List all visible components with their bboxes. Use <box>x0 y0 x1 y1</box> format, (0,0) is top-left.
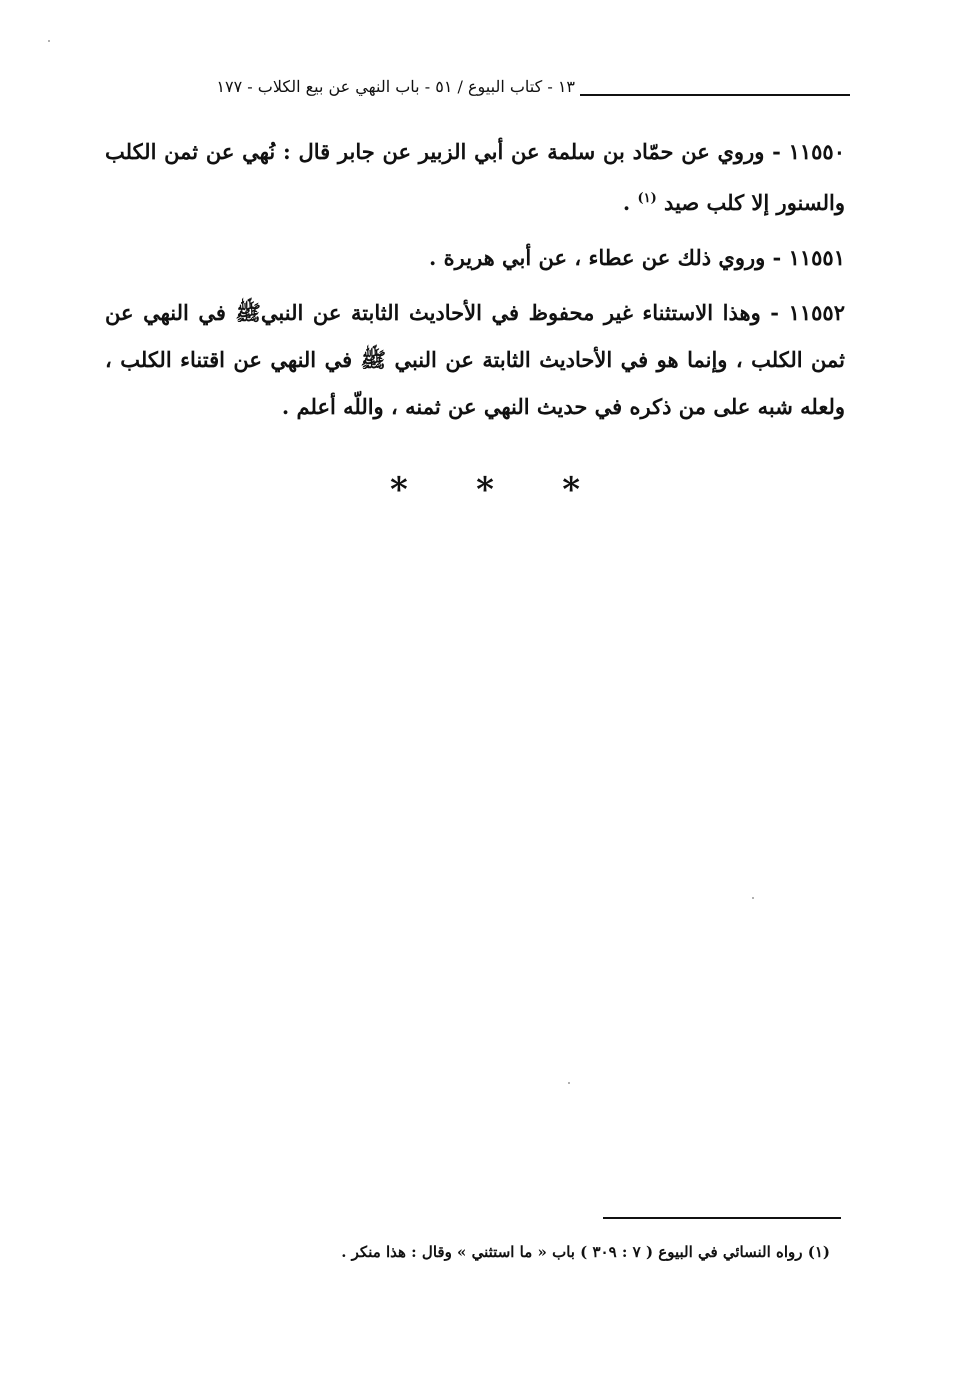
footnote-1: (١) رواه النسائي في البيوع ( ٧ : ٣٠٩ ) باب « ما استثني » وقال : هذا منكر . <box>341 1243 830 1261</box>
main-text <box>105 128 845 438</box>
separator-star: * <box>562 470 580 510</box>
paragraph-11552 <box>105 289 845 430</box>
paragraph-text: ١١٥٥٢ - وهذا الاستثناء غير محفوظ في الأحاديث الثابتة عن النبيﷺ في النهي عن ثمن الكلب ، وإنما هو في الأحاديث الثابتة عن النبي ﷺ في النهي عن اقتناء الكلب ، ولعله شبه على من ذكره في حديث النهي عن ثمنه ، واللّه أعلم . <box>105 300 845 419</box>
paragraph-text: ١١٥٥٠ - وروي عن حمّاد بن سلمة عن أبي الزبير عن جابر قال : نُهي عن ثمن الكلب والسنور إلا كلب صيد <box>105 139 845 215</box>
footnote-reference[interactable]: (١) <box>637 191 657 206</box>
separator-star: * <box>476 470 494 510</box>
paragraph-11551 <box>105 234 845 281</box>
scan-speck <box>48 40 50 42</box>
footnote-rule <box>603 1217 841 1219</box>
paragraph-text: ١١٥٥١ - وروي ذلك عن عطاء ، عن أبي هريرة . <box>429 245 845 270</box>
header-rule <box>580 94 850 96</box>
scan-speck <box>568 1082 570 1084</box>
paragraph-11550 <box>105 128 845 226</box>
scan-speck <box>752 897 754 899</box>
section-separator <box>390 470 580 510</box>
running-header: ١٣ - كتاب البيوع / ٥١ - باب النهي عن بيع الكلاب - ١٧٧ <box>216 77 575 96</box>
separator-star: * <box>390 470 408 510</box>
paragraph-tail: . <box>622 190 638 215</box>
